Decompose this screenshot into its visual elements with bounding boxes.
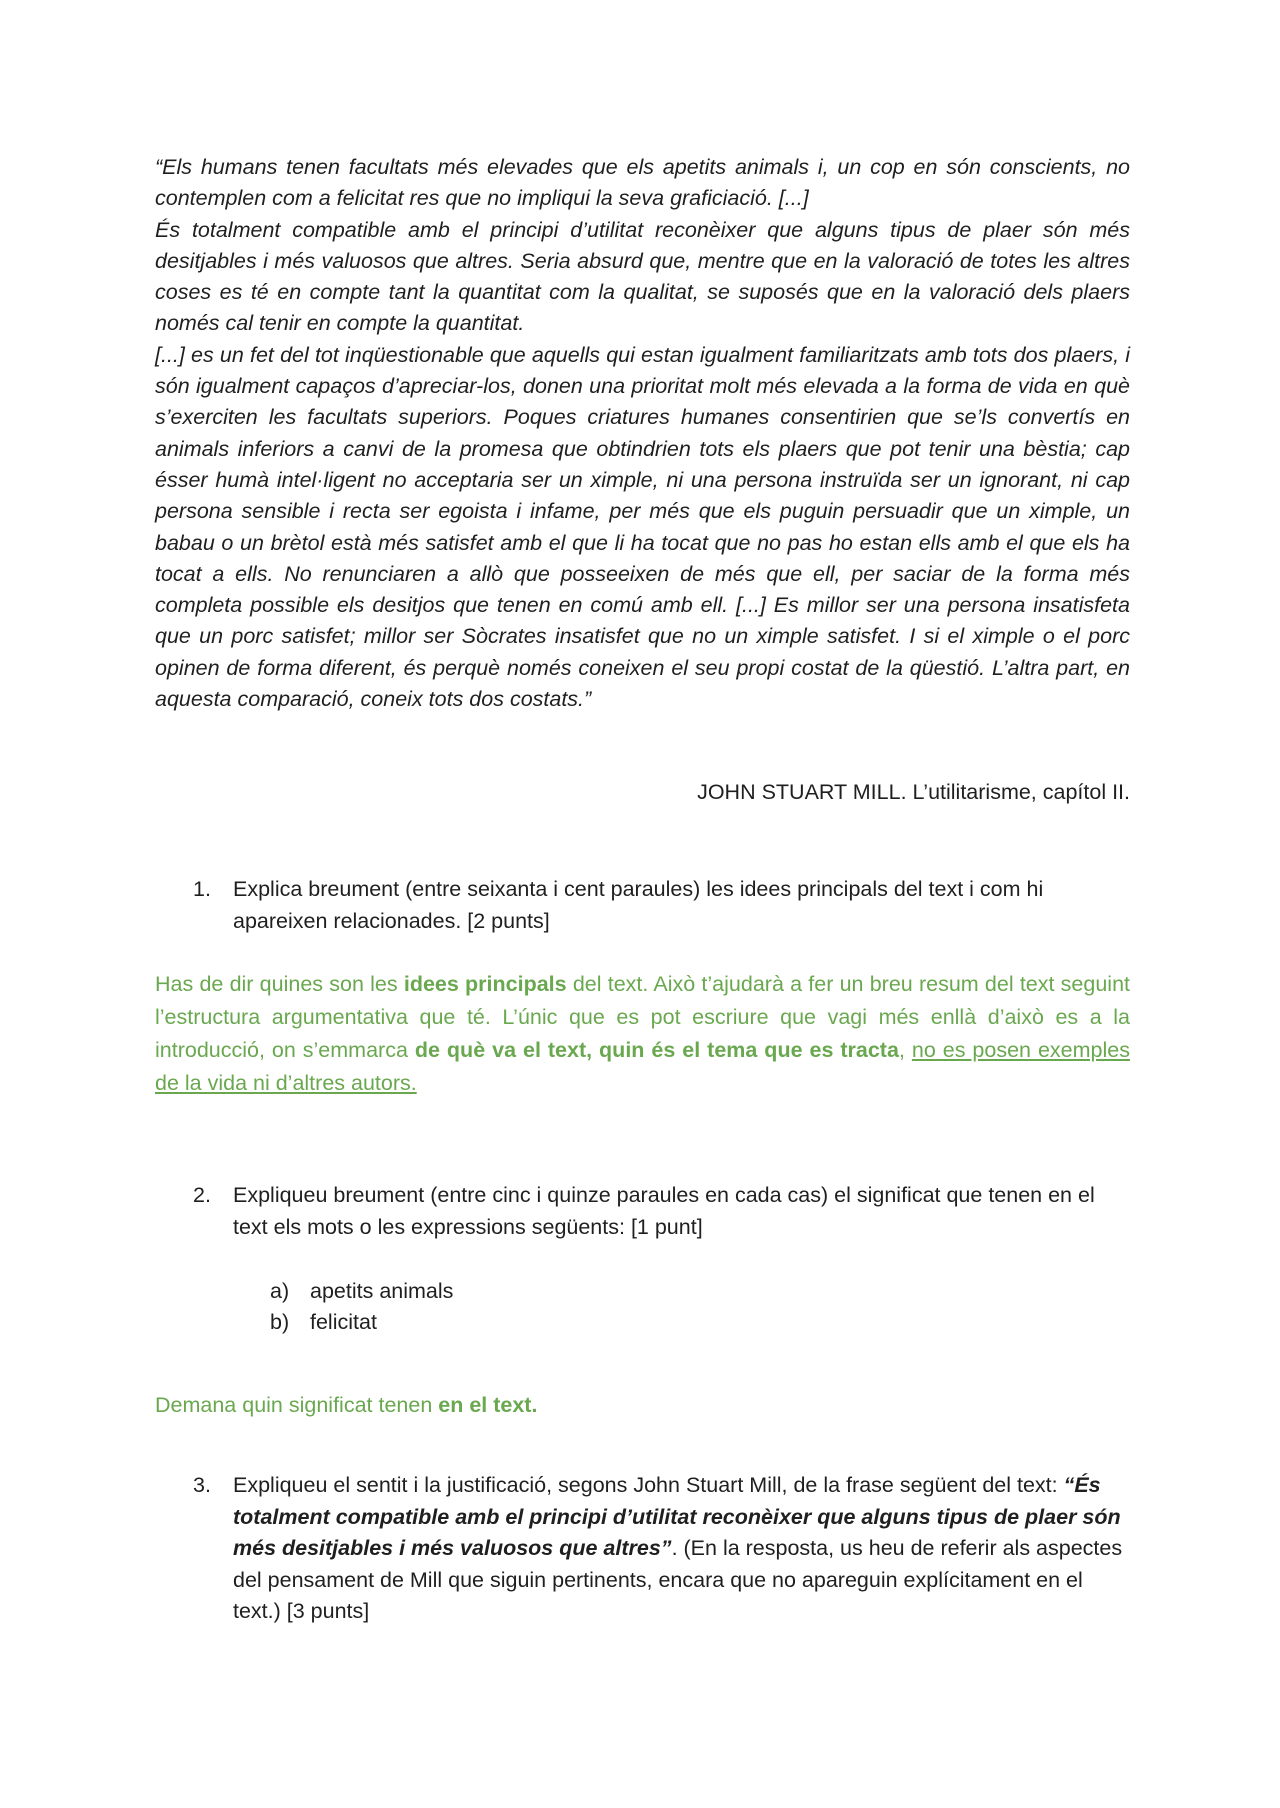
option-b bbox=[270, 1307, 453, 1338]
question-3-number: 3. bbox=[193, 1473, 211, 1497]
option-a-text: apetits animals bbox=[310, 1279, 454, 1303]
question-3-quoted-sentence: “És totalment compatible amb el principi d’utilitat reconèixer que alguns tipus de plaer són més desitjables i més valuosos que altres” bbox=[233, 1473, 1121, 1560]
question-1 bbox=[193, 874, 1130, 937]
question-2 bbox=[193, 1180, 1130, 1243]
mill-quote bbox=[155, 152, 1130, 715]
guide-2-bold-1: en el text. bbox=[438, 1393, 538, 1417]
question-3-text-1: Expliqueu el sentit i la justificació, segons John Stuart Mill, de la frase següent del text: bbox=[233, 1473, 1064, 1497]
guide-1-bold-1: idees principals bbox=[403, 972, 567, 996]
question-2-options bbox=[270, 1276, 453, 1338]
quote-source: JOHN STUART MILL. L’utilitarisme, capítol II. bbox=[697, 780, 1130, 804]
quote-paragraph-3: [...] es un fet del tot inqüestionable que aquells qui estan igualment familiaritzats amb tots dos plaers, i són igualment capaços d’apreciar-los, donen una prioritat molt més elevada a la forma de vida en què s’exerciten les facultats superiors. Poques criatures humanes consentirien que se’ls convertís en animals inferiors a canvi de la promesa que obtindrien tots els plaers que pot tenir una bèstia; cap ésser humà intel·ligent no acceptaria ser un ximple, ni una persona instruïda ser un ignorant, ni cap persona sensible i recta ser egoista i infame, per més que els puguin persuadir que un ximple, un babau o un brètol està més satisfet amb el que li ha tocat que no pas ho estan ells amb el que els ha tocat a ells. No renunciaren a allò que posseeixen de més que ell, per saciar de la forma més completa possible els desitjos que tenen en comú amb ell. [...] Es millor ser una persona insatisfeta que un porc satisfet; millor ser Sòcrates insatisfet que no un ximple satisfet. I si el ximple o el porc opinen de forma diferent, és perquè només coneixen el seu propi costat de la qüestió. L’altra part, en aquesta comparació, coneix tots dos costats.” bbox=[155, 342, 1130, 712]
guide-1-text-3: , bbox=[898, 1038, 912, 1062]
question-3-text bbox=[233, 1470, 1130, 1628]
guide-2-text-1: Demana quin significat tenen bbox=[155, 1393, 439, 1417]
option-b-letter: b) bbox=[270, 1310, 290, 1334]
question-2-text: Expliqueu breument (entre cinc i quinze paraules en cada cas) el significat que tenen en el text els mots o les expressions següents: [1 punt] bbox=[233, 1183, 1095, 1239]
quote-paragraph-2: És totalment compatible amb el principi d’utilitat reconèixer que alguns tipus de plaer són més desitjables i més valuosos que altres. Seria absurd que, mentre que en la valoració de totes les altres coses es té en compte tant la quantitat com la qualitat, se suposés que en la valoració dels plaers només cal tenir en compte la quantitat. bbox=[155, 217, 1130, 336]
question-3-text-2: . (En la resposta, us heu de referir als aspectes del pensament de Mill que siguin pertinents, encara que no apareguin explícitament en el text.) [3 punts] bbox=[233, 1536, 1123, 1623]
option-b-text: felicitat bbox=[310, 1310, 377, 1334]
question-3 bbox=[193, 1470, 1130, 1628]
guide-1-bold-2: de què va el text, quin és el tema que es tracta bbox=[414, 1038, 899, 1062]
question-1-text: Explica breument (entre seixanta i cent paraules) les idees principals del text i com hi apareixen relacionades. [2 punts] bbox=[233, 877, 1044, 933]
guide-1 bbox=[155, 968, 1130, 1100]
quote-paragraph-1: “Els humans tenen facultats més elevades que els apetits animals i, un cop en són conscients, no contemplen com a felicitat res que no impliqui la seva graficiació. [...] bbox=[155, 155, 1130, 211]
guide-2 bbox=[155, 1389, 1130, 1422]
guide-1-text-2: del text. Això t’ajudarà a fer un breu resum del text seguint l’estructura argumentativa que té. L’únic que es pot escriure que vagi més enllà d’això es a la introducció, on s’emmarca bbox=[155, 972, 1131, 1062]
guide-1-text-1: Has de dir quines son les bbox=[155, 972, 404, 996]
question-2-number: 2. bbox=[193, 1183, 211, 1207]
option-a-letter: a) bbox=[270, 1279, 290, 1303]
option-a bbox=[270, 1276, 453, 1307]
question-1-number: 1. bbox=[193, 877, 211, 901]
guide-1-underline: no es posen exemples de la vida ni d’altres autors. bbox=[155, 1038, 1130, 1095]
